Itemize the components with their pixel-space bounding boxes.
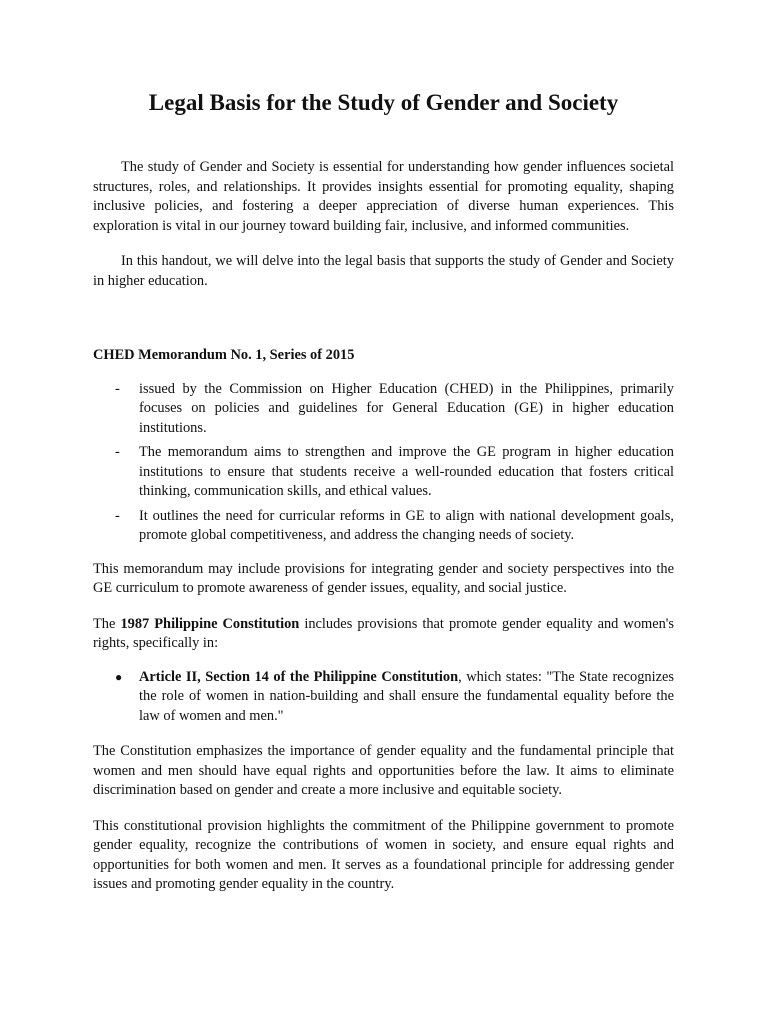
list-item <box>93 668 674 727</box>
list-item-text: The memorandum aims to strengthen and improve the GE program in higher education institutions to ensure that students receive a well-rounded education that fosters critical thinking, communication skills, and ethical values. <box>139 444 674 499</box>
list-item-text: It outlines the need for curricular reforms in GE to align with national development goals, promote global competitiveness, and address the changing needs of society. <box>139 507 674 543</box>
article-quote: , which states: "The State recognizes the role of women in nation-building and shall ensure the fundamental equality before the law of women and men." <box>139 668 674 724</box>
list-item <box>93 443 674 502</box>
list-item <box>93 507 674 546</box>
ched-item-list <box>93 380 674 546</box>
ched-summary-paragraph: This memorandum may include provisions for integrating gender and society perspectives into the GE curriculum to promote awareness of gender issues, equality, and social justice. <box>93 560 674 596</box>
constitution-intro-after: includes provisions that promote gender equality and women's rights, specifically in: <box>93 615 674 651</box>
constitution-intro-paragraph <box>93 615 674 654</box>
constitution-name: 1987 Philippine Constitution <box>120 615 300 632</box>
article-reference: Article II, Section 14 of the Philippine Constitution <box>139 668 459 685</box>
list-item-text: issued by the Commission on Higher Education (CHED) in the Philippines, primarily focuses on policies and guidelines for General Education (GE) in higher education institutions. <box>139 380 674 436</box>
dash-marker: - <box>115 380 120 397</box>
dash-marker: - <box>115 507 120 524</box>
dash-marker: - <box>115 444 120 460</box>
intro-paragraph-1: The study of Gender and Society is essential for understanding how gender influences societal structures, roles, and relationships. It provides insights essential for promoting equality, shaping inclusive policies, and fostering a deeper appreciation of diverse human experiences. This exploration is vital in our journey toward building fair, inclusive, and informed communities. <box>93 159 674 234</box>
document-title: Legal Basis for the Study of Gender and Society <box>148 90 619 115</box>
constitution-intro-before: The <box>93 615 121 632</box>
bullet-icon: ● <box>115 669 123 684</box>
constitution-paragraph-1: The Constitution emphasizes the importance of gender equality and the fundamental principle that women and men should have equal rights and opportunities before the law. It aims to eliminate discrimination based on gender and create a more inclusive and equitable society. <box>93 743 674 798</box>
ched-heading: CHED Memorandum No. 1, Series of 2015 <box>93 347 355 363</box>
constitution-paragraph-2: This constitutional provision highlights the commitment of the Philippine government to promote gender equality, recognize the contributions of women in society, and ensure equal rights and opportunities for both women and men. It serves as a foundational principle for addressing gender issues and promoting gender equality in the country. <box>93 817 674 892</box>
constitution-article-list <box>93 668 674 727</box>
intro-paragraph-2: In this handout, we will delve into the legal basis that supports the study of Gender and Society in higher education. <box>93 253 674 289</box>
list-item <box>93 380 674 439</box>
